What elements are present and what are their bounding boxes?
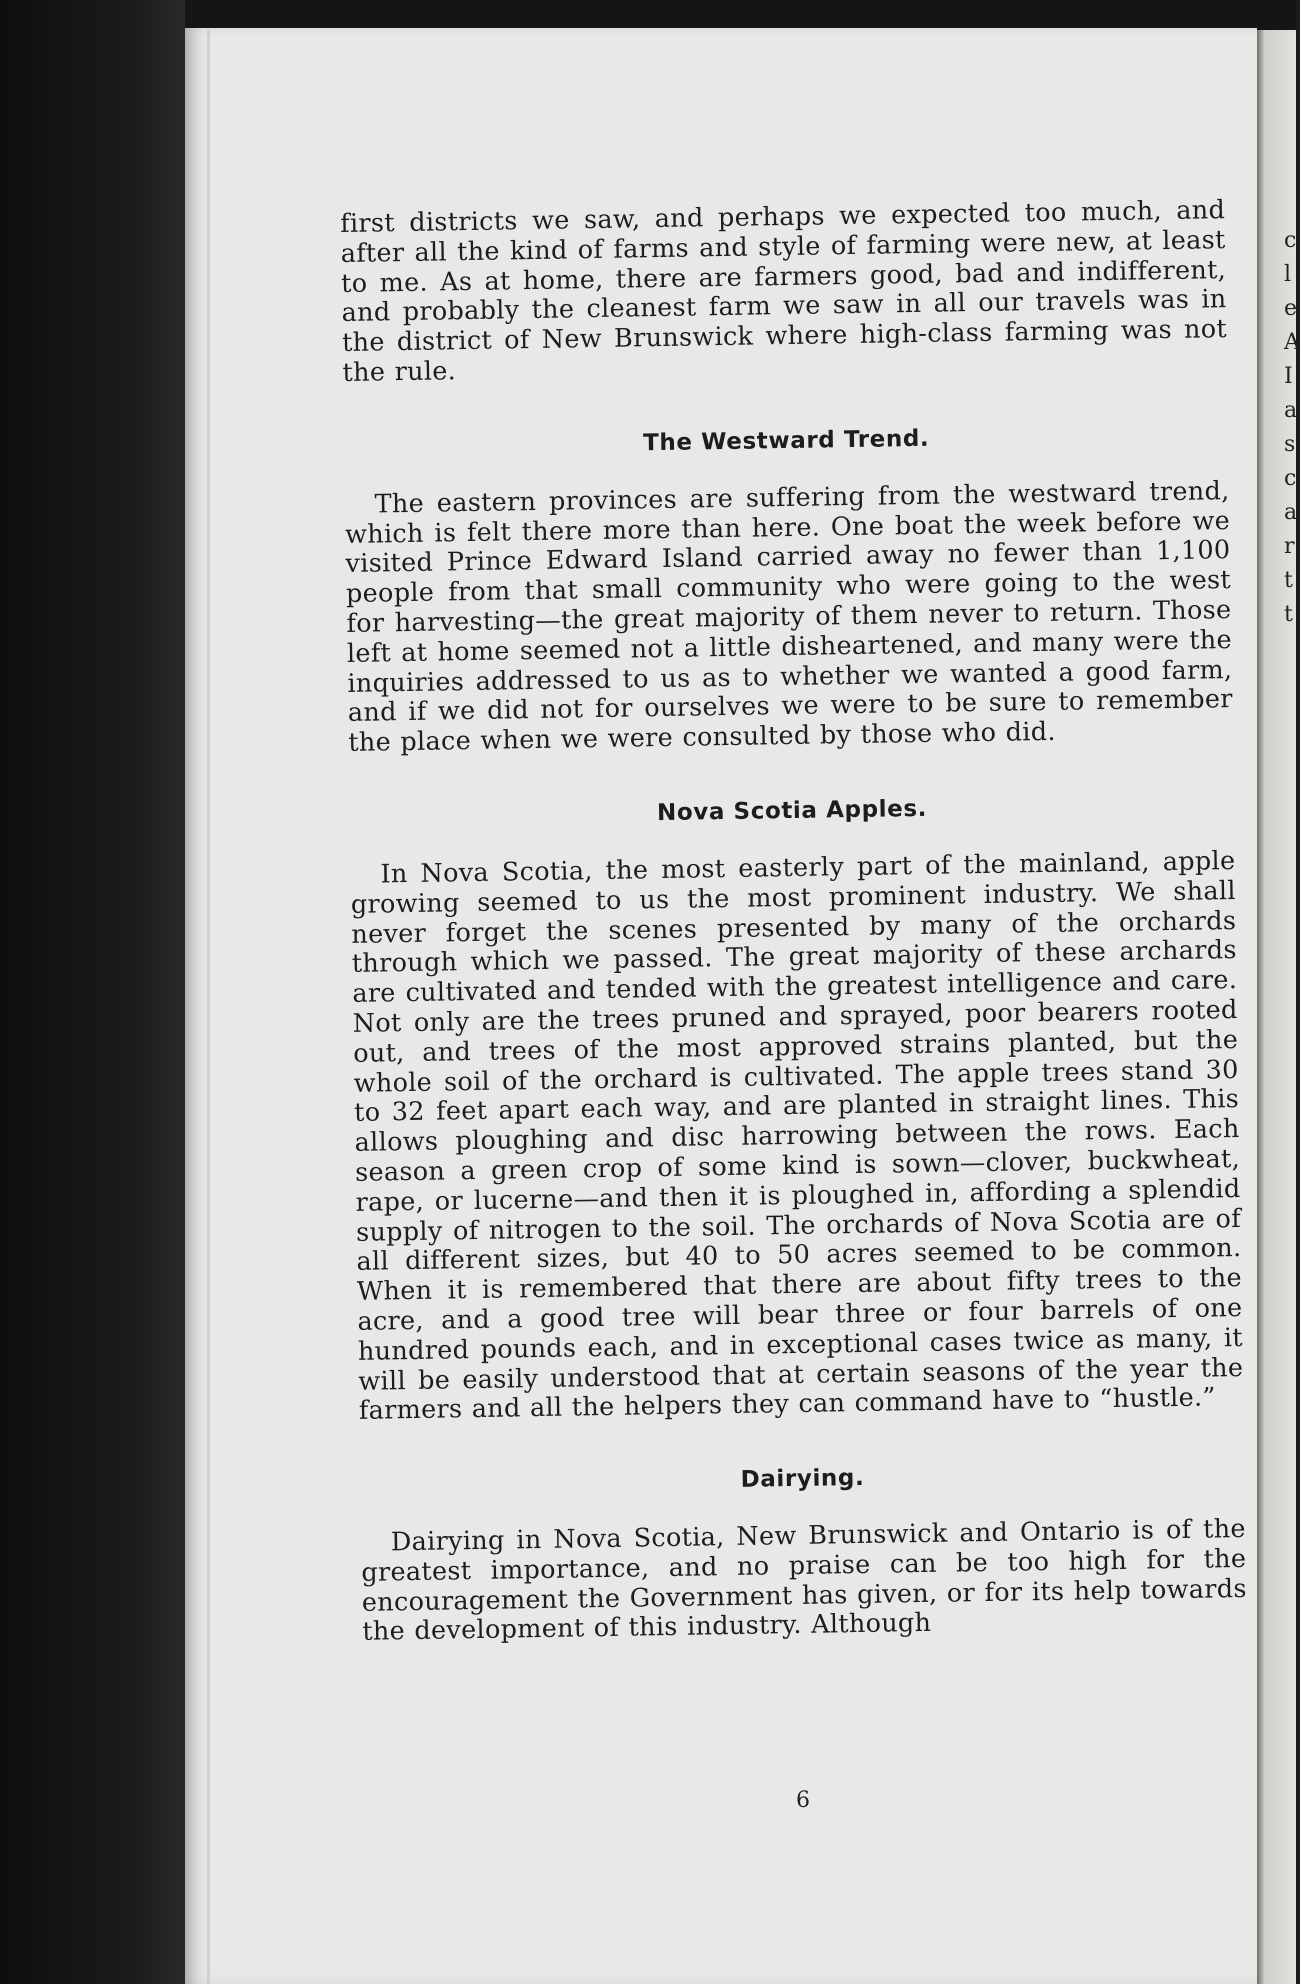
facing-page-edge: [1257, 30, 1296, 1984]
heading-dairying: Dairying.: [740, 1465, 865, 1493]
paragraph-nova-scotia-apples: In Nova Scotia, the most easterly part of the mainland, apple growing seemed to us the most prominent industry. We shall never forget the scenes presented by many of the orchards through which we passed. The great majority of these archards are cultivated and tended with the greatest intelligence and care. Not only are the trees pruned and sprayed, poor bearers rooted out, and trees of the most approved strains planted, but the whole soil of the orchard is cultivated. The apple trees stand 30 to 32 feet apart each way, and are planted in straight lines. This allows ploughing and disc harrowing between the rows. Each season a green crop of some kind is sown—clover, buckwheat, rape, or lucerne—and then it is ploughed in, affording a splendid supply of nitrogen to the soil. The orchards of Nova Scotia are of all different sizes, but 40 to 50 acres seemed to be common. When it is remembered that there are about fifty trees to the acre, and a good tree will bear three or four barrels of one hundred pounds each, and in exceptional cases twice as many, it will be easily understood that at certain seasons of the year the farmers and all the helpers they can command have to “hustle.”: [350, 845, 1244, 1427]
facing-page-fragment: l: [1284, 262, 1292, 287]
paragraph-intro: first districts we saw, and perhaps we expected too much, and after all the kind of farms and style of farming were new, at least to me. As at home, there are farmers good, bad and indifferent, and probably the cleanest farm we saw in all our travels was in the district of New Brunswick where high-class farming was not the rule.: [339, 195, 1228, 388]
facing-page-fragment: a: [1284, 398, 1298, 423]
paragraph-westward-trend: The eastern provinces are suffering from the westward trend, which is felt there more than here. One boat the week before we visited Prince Edward Island carried away no fewer than 1,100 people from that small community who were going to the west for harvesting—the great majority of them never to return. Those left at home seemed not a little disheartened, and many were the inquiries addressed to us as to whether we wanted a good farm, and if we did not for ourselves we were to be sure to remember the place when we were consulted by those who did.: [344, 475, 1234, 759]
page-number: 6: [796, 1788, 810, 1813]
scan-dark-margin: [0, 0, 185, 1984]
facing-page-fragment: c: [1284, 466, 1297, 491]
facing-page-fragment: s: [1284, 432, 1296, 457]
facing-page-fragment: r: [1284, 534, 1295, 559]
facing-page-fragment: c: [1284, 228, 1297, 253]
paragraph-dairying: Dairying in Nova Scotia, New Brunswick and Ontario is of the greatest importance, and no praise can be too high for the encouragement the Government has given, or for its help towards the development of this industry. Although: [361, 1514, 1248, 1648]
heading-nova-scotia-apples: Nova Scotia Apples.: [656, 795, 928, 827]
facing-page-fragment: I: [1284, 364, 1293, 389]
heading-westward-trend: The Westward Trend.: [642, 425, 930, 457]
facing-page-fragment: A: [1284, 330, 1300, 355]
facing-page-fragment: e: [1284, 296, 1298, 321]
page-text: [340, 196, 1247, 1648]
facing-page-fragment: a: [1284, 500, 1298, 525]
facing-page-fragment: t: [1284, 602, 1293, 627]
facing-page-fragment: t: [1284, 568, 1293, 593]
page-gutter-line: [207, 30, 210, 1984]
